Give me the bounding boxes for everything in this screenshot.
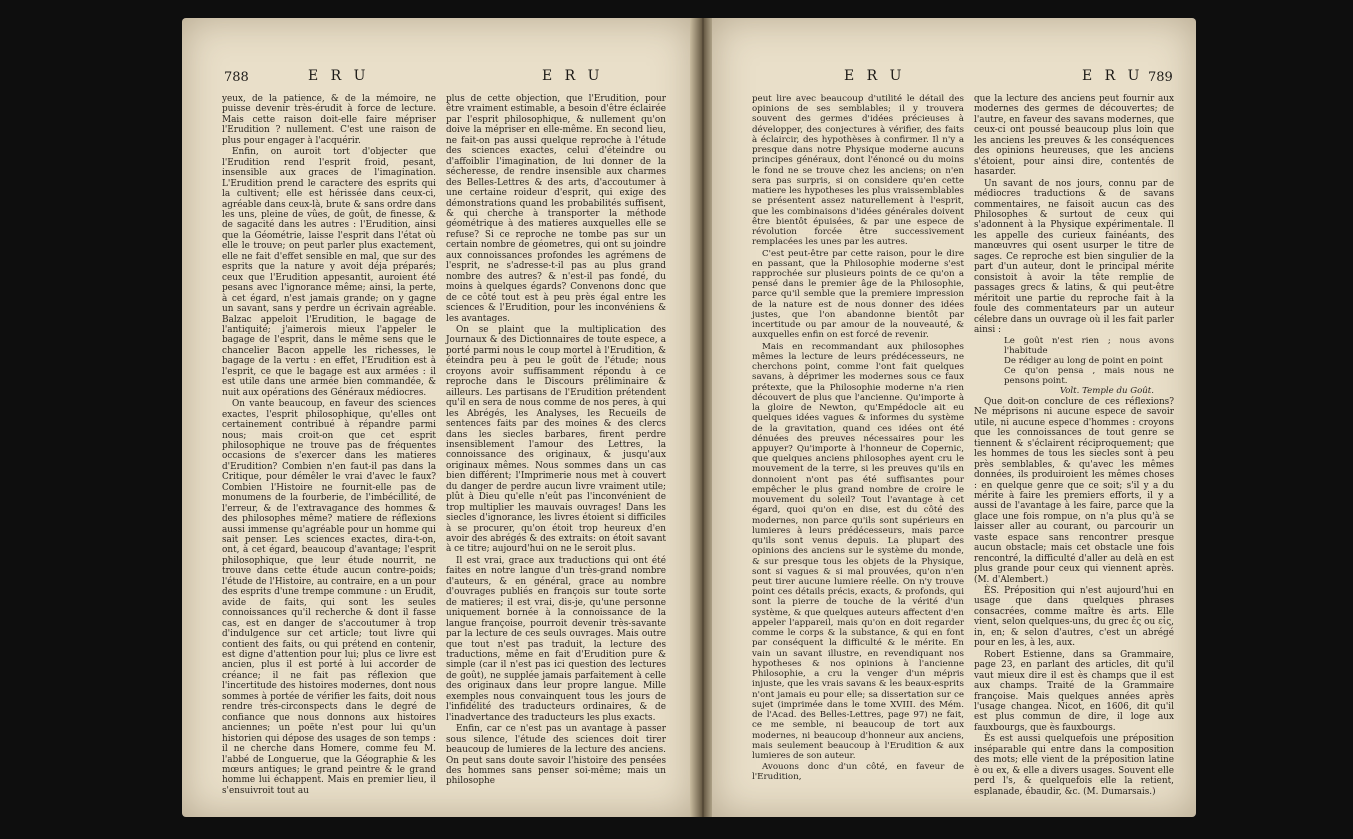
- running-header-left-col1: E R U: [308, 68, 370, 84]
- paragraph: ÈS. Préposition qui n'est aujourd'hui en usage que dans quelques phrases consacrées, comme maître ès arts. Elle vient, selon quelques-uns, du grec ἐς ou εἰς, in, en; & selon d'autres, c'est un abrégé pour en les, à les, aux.: [974, 586, 1174, 649]
- paragraph: Enfin, on auroit tort d'objecter que l'Erudition rend l'esprit froid, pesant, insensible aux graces de l'imagination. L'Erudition prend le caractere des esprits qui la cultivent; elle est hérissée dans ceux-ci, agréable dans ceux-là, brute & sans ordre dans les uns, pleine de vûes, de goût, de finesse, & de sagacité dans les autres : l'Erudition, ainsi que la Géométrie, laisse l'esprit dans l'état où elle le trouve; on peut parler plus exactement, elle ne fait d'effet sensible en mal, que sur des esprits que la nature y avoit déja préparés; ceux que l'Erudition appesantit, auroient été pesans avec l'ignorance même; ainsi, la perte, à cet égard, n'est jamais grande; on y gagne un savant, sans y perdre un écrivain agréable. Balzac appeloit l'Erudition, le bagage de l'antiquité; j'aimerois mieux l'appeler le bagage de l'esprit, dans le même sens que le chancelier Bacon appelle les richesses, le bagage de la vertu : en effet, l'Erudition est à l'esprit, ce que le bagage est aux armées : il est utile dans une armée bien commandée, & nuit aux opérations des Généraux médiocres.: [222, 147, 436, 398]
- paragraph: On se plaint que la multiplication des Journaux & des Dictionnaires de toute espece, a porté parmi nous le coup mortel à l'Erudition, & éteindra peu à peu le goût de l'étude; nous croyons avoir suffisamment répondu à ce reproche dans le Discours préliminaire & ailleurs. Les partisans de l'Erudition prétendent qu'il en sera de nous comme de nos peres, à qui les Abrégés, les Analyses, les Recueils de sentences faits par des moines & des clercs dans les siecles barbares, firent perdre insensiblement l'amour des Lettres, la connoissance des originaux, & jusqu'aux originaux mêmes. Nous sommes dans un cas bien différent; l'Imprimerie nous met à couvert du danger de perdre aucun livre vraiment utile; plût à Dieu qu'elle n'eût pas l'inconvénient de trop multiplier les mauvais ouvrages! Dans les siecles d'ignorance, les livres étoient si difficiles à se procurer, qu'on étoit trop heureux d'en avoir des abrégés & des extraits: on étoit savant à ce titre; aujourd'hui on ne le seroit plus.: [446, 324, 666, 555]
- verse-line: De rédiger au long de point en point: [1004, 356, 1163, 367]
- right-page-column-2: [974, 94, 1174, 798]
- verse-line: Ce qu'on pensa , mais nous ne pensons point.: [1004, 366, 1174, 387]
- running-header-right-col1: E R U: [844, 68, 906, 84]
- paragraph: Il est vrai, grace aux traductions qui ont été faites en notre langue d'un très-grand nombre d'auteurs, & en général, grace au nombre d'ouvrages publiés en françois sur toute sorte de matieres; il est vrai, dis-je, qu'une personne uniquement bornée à la connoissance de la langue françoise, pourroit devenir très-savante par la lecture de ces seuls ouvrages. Mais outre que tout n'est pas traduit, la lecture des traductions, même en fait d'Erudition pure & simple (car il n'est pas ici question des lectures de goût), ne supplée jamais parfaitement à celle des originaux dans leur propre langue. Mille exemples nous convainquent tous les jours de l'infidélité des traducteurs ordinaires, & de l'inadvertance des traducteurs les plus exacts.: [446, 555, 666, 723]
- paragraph: Enfin, car ce n'est pas un avantage à passer sous silence, l'étude des sciences doit tirer beaucoup de lumieres de la lecture des anciens. On peut sans doute savoir l'histoire des pensées des hommes sans penser soi-même; mais un philosophe: [446, 724, 666, 787]
- page-number-right: 789: [1148, 70, 1173, 85]
- left-page-column-1: [222, 94, 436, 797]
- paragraph: peut lire avec beaucoup d'utilité le détail des opinions de ses semblables; il y trouvera souvent des germes d'idées précieuses à développer, des conjectures à vérifier, des faits à éclaircir, des hypothèses à confirmer. Il n'y a presque dans notre Physique moderne aucuns principes généraux, dont l'énoncé ou du moins le fond ne se trouve chez les anciens; on n'en sera pas surpris, si on considere qu'en cette matiere les hypotheses les plus vraissemblables se présentent assez naturellement à l'esprit, que les combinaisons d'idées générales doivent être bientôt épuisées, & par une espece de révolution forcée être successivement remplacées les unes par les autres.: [752, 94, 964, 248]
- verse-line: Le goût n'est rien ; nous avons l'habitude: [1004, 336, 1174, 357]
- running-header-right-col2: E R U: [1082, 68, 1144, 84]
- verse-citation: Volt. Temple du Goût.: [1059, 386, 1154, 397]
- page-number-left: 788: [224, 70, 249, 85]
- paragraph: que la lecture des anciens peut fournir aux modernes des germes de découvertes; de l'autre, en faveur des savans modernes, que ceux-ci ont poussé beaucoup plus loin que les anciens les preuves & les conséquences des opinions heureuses, que les anciens s'étoient, pour ainsi dire, contentés de hasarder.: [974, 94, 1174, 178]
- left-page-column-2: [446, 94, 666, 788]
- left-page: [182, 18, 694, 817]
- right-page-column-1: [752, 94, 964, 784]
- paragraph: C'est peut-être par cette raison, pour le dire en passant, que la Philosophie moderne s'est rapprochée sur plusieurs points de ce qu'on a pensé dans le premier âge de la Philosophie, parce qu'il semble que la premiere impression de la nature est de nous donner des idées justes, que l'on abandonne bientôt par incertitude ou par amour de la nouveauté, & auxquelles enfin on est forcé de revenir.: [752, 248, 964, 341]
- paragraph: Ès est aussi quelquefois une préposition inséparable qui entre dans la composition des mots; elle vient de la préposition latine è ou ex, & elle a divers usages. Souvent elle perd l's, & quelquefois elle la retient, esplanade, ébaudir, &c. (M. Dumarsais.): [974, 734, 1174, 797]
- paragraph: plus de cette objection, que l'Erudition, pour être vraiment estimable, a besoin d'être éclairée par l'esprit philosophique, & nullement qu'on doive la mépriser en elle-même. En second lieu, ne fait-on pas aussi quelque reproche à l'étude des sciences exactes, celui d'éteindre ou d'affoiblir l'imagination, de lui donner de la sécheresse, de rendre insensible aux charmes des Belles-Lettres & des arts, d'accoutumer à une certaine roideur d'esprit, qui exige des démonstrations quand les probabilités suffisent, & qui cherche à transporter la méthode géométrique à des matieres auxquelles elle se refuse? Si ce reproche ne tombe pas sur un certain nombre de géometres, qui ont su joindre aux connoissances profondes les agrémens de l'esprit, ne s'adresse-t-il pas au plus grand nombre des autres? & n'est-il pas fondé, du moins à quelques égards? Convenons donc que de ce côté tout est à peu près égal entre les sciences & l'Erudition, pour les inconvéniens & les avantages.: [446, 94, 666, 324]
- right-page: [712, 18, 1196, 817]
- paragraph: Robert Estienne, dans sa Grammaire, page 23, en parlant des articles, dit qu'il vaut mieux dire il est ès champs que il est aux champs. Traité de la Grammaire françoise. Mais quelques années après l'usage changea. Nicot, en 1606, dit qu'il est plus commun de dire, il loge aux fauxbourgs, que ès fauxbourgs.: [974, 649, 1174, 733]
- paragraph: yeux, de la patience, & de la mémoire, ne puisse devenir très-érudit à force de lecture. Mais cette raison doit-elle faire mépriser l'Erudition ? nullement. C'est une raison de plus pour engager à l'acquérir.: [222, 94, 436, 146]
- paragraph: On vante beaucoup, en faveur des sciences exactes, l'esprit philosophique, qu'elles ont certainement contribué à répandre parmi nous; mais croit-on que cet esprit philosophique ne trouve pas de fréquentes occasions de s'exercer dans les matieres d'Erudition? Combien n'en faut-il pas dans la Critique, pour démêler le vrai d'avec le faux? Combien l'Histoire ne fournit-elle pas de monumens de la fourberie, de l'imbécillité, de l'erreur, & de l'extravagance des hommes & des philosophes même? matiere de réflexions aussi immense qu'agréable pour un homme qui sait penser. Les sciences exactes, dira-t-on, ont, à cet égard, beaucoup d'avantage; l'esprit philosophique, que leur étude nourrit, ne trouve dans cette étude aucun contre-poids; l'étude de l'Histoire, au contraire, en a un pour des esprits d'une trempe commune : un Erudit, avide de faits, qui sont les seules connoissances qu'il recherche & dont il fasse cas, est en danger de s'accoutumer à trop d'indulgence sur cet article; tout livre qui contient des faits, ou qui prétend en contenir, est digne d'attention pour lui; plus ce livre est ancien, plus il est porté à lui accorder de créance; il ne fait pas réflexion que l'incertitude des histoires modernes, dont nous sommes à portée de vérifier les faits, doit nous rendre très-circonspects dans le degré de confiance que nous donnons aux histoires anciennes; un poëte n'est pour lui qu'un historien qui dépose des usages de son temps : il ne cherche dans Homere, comme feu M. l'abbé de Longuerue, que la Géographie & les mœurs antiques; le grand peintre & le grand homme lui échappent. Mais en premier lieu, il s'ensuivroit tout au: [222, 399, 436, 796]
- paragraph: Avouons donc d'un côté, en faveur de l'Erudition,: [752, 762, 964, 783]
- paragraph: Un savant de nos jours, connu par de médiocres traductions & de savans commentaires, ne faisoit aucun cas des Philosophes & surtout de ceux qui s'adonnent à la Physique expérimentale. Il les appelle des curieux fainéants, des manœuvres qui osent usurper le titre de sages. Ce reproche est bien singulier de la part d'un auteur, dont le principal mérite consistoit à avoir la tête remplie de passages grecs & latins, & qui peut-être méritoit une partie du reproche fait à la foule des commentateurs par un auteur célebre dans un ouvrage où il les fait parler ainsi :: [974, 178, 1174, 335]
- paragraph: Mais en recommandant aux philosophes mêmes la lecture de leurs prédécesseurs, ne cherchons point, comme l'ont fait quelques savans, à déprimer les modernes sous ce faux prétexte, que la Philosophie moderne n'a rien découvert de plus que l'ancienne. Qu'importe à la gloire de Newton, qu'Empédocle ait eu quelques idées vagues & informes du système de la gravitation, quand ces idées ont été dénuées des preuves nécessaires pour les appuyer? Qu'importe à l'honneur de Copernic, que quelques anciens philosophes ayent cru le mouvement de la terre, si les preuves qu'ils en donnoient n'ont pas été suffisantes pour empêcher le plus grand nombre de croire le mouvement du soleil? Tout l'avantage à cet égard, quoi qu'on en dise, est du côté des modernes, non parce qu'ils sont supérieurs en lumieres à leurs prédécesseurs, mais parce qu'ils sont venus depuis. La plupart des opinions des anciens sur le système du monde, & sur presque tous les objets de la Physique, sont si vagues & si mal prouvées, qu'on n'en peut tirer aucune lumiere réelle. On n'y trouve point ces détails précis, exacts, & profonds, qui sont la pierre de touche de la vérité d'un système, & que quelques auteurs affectent d'en appeler l'appareil, mais qu'on en doit regarder comme le corps & la substance, & qui en font par conséquent la difficulté & le mérite. En vain un savant illustre, en revendiquant nos hypotheses & nos opinions à l'ancienne Philosophie, a cru la venger d'un mépris injuste, que les vrais savans & les beaux-esprits n'ont jamais eu pour elle; sa dissertation sur ce sujet (imprimée dans le tome XVIII. des Mém. de l'Acad. des Belles-Lettres, page 97) ne fait, ce me semble, ni beaucoup de tort aux modernes, ni beaucoup d'honneur aux anciens, mais seulement beaucoup à l'Erudition & aux lumieres de son auteur.: [752, 341, 964, 761]
- running-header-left-col2: E R U: [542, 68, 604, 84]
- paragraph: Que doit-on conclure de ces réflexions? Ne méprisons ni aucune espece de savoir utile, ni aucune espece d'hommes : croyons que les connoissances de tout genre se tiennent & s'éclairent réciproquement; que les hommes de tous les siecles sont à peu près semblables, & qu'avec les mêmes données, ils produiroient les mêmes choses : en quelque genre que ce soit; s'il y a du mérite à faire les premiers efforts, il y a aussi de l'avantage à les faire, parce que la glace une fois rompue, on n'a plus qu'à se laisser aller au courant, ou parcourir un vaste espace sans rencontrer presque aucun obstacle; mais cet obstacle une fois rencontré, la difficulté d'aller au delà en est plus grande pour ceux qui viennent après. (M. d'Alembert.): [974, 396, 1174, 585]
